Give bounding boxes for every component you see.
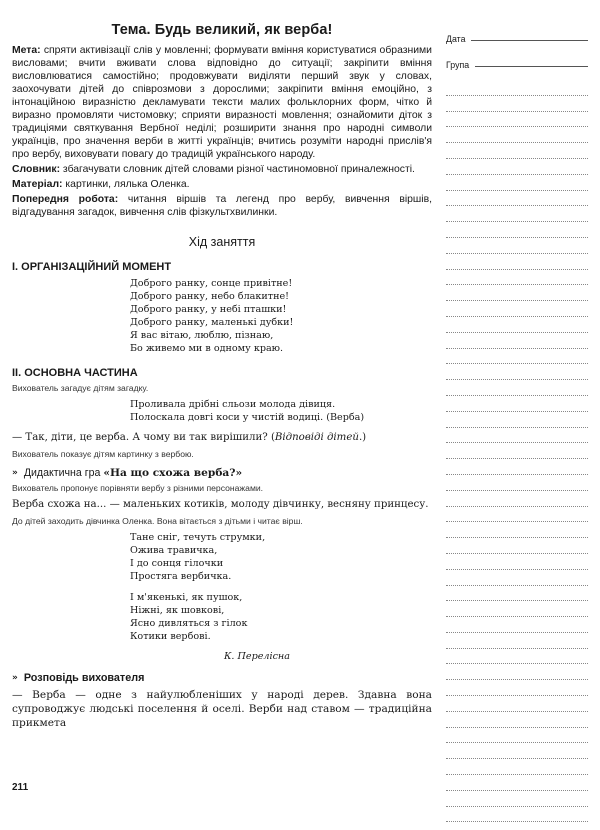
- note-line[interactable]: [446, 743, 588, 759]
- dialogue-line: [12, 431, 432, 444]
- poem-line: І м'якенькі, як пушок,: [130, 592, 243, 603]
- poem-author: К. Перелісна: [224, 651, 290, 662]
- vocabulary-text: збагачувати словник дітей словами різної частиномовної приналежності.: [60, 164, 415, 175]
- double-arrow-icon: »: [12, 468, 18, 478]
- goal-text: спряти активізації слів у мовленні; формувати вміння користуватися образними висловами; вчити вживати слова відповідно до ситуації; закріпити вміння висловлюватися самостійно; продовжувати виділяти перший звук у словах, заохочувати дітей до співрозмови з дорослими; закріпити вміння емоційно, з інтонаційною виразністю декламувати тексти малих фольклорних форм, чітко й виразно промовляти чистомовку; сприяти виразності мовлення; ознайомити діток з традиціями святкування Вербної неділі; розширити знання про народні символи українців, про значення верби в житті українців; вчитись розуміти народні прислів'я про вербу, виховувати повагу до традицій українського народу.: [12, 45, 432, 160]
- comparison-line: Верба схожа на... — маленьких котиків, молоду дівчинку, весняну принцесу.: [12, 499, 429, 510]
- note-line[interactable]: [446, 775, 588, 791]
- note-line[interactable]: [446, 301, 588, 317]
- note-line[interactable]: [446, 238, 588, 254]
- poem-line: Простяга вербичка.: [130, 571, 232, 582]
- group-line[interactable]: [475, 65, 588, 67]
- material-text: картинки, лялька Оленка.: [62, 179, 190, 190]
- note-line[interactable]: [446, 791, 588, 807]
- riddle-line: Полоскала довгі коси у чистій водиці. (Верба): [130, 412, 365, 423]
- note-line[interactable]: [446, 443, 588, 459]
- group-field[interactable]: [446, 50, 588, 70]
- teacher-note: До дітей заходить дівчинка Оленка. Вона вітається з дітьми і читає вірш.: [12, 516, 303, 526]
- teacher-note: Вихователь загадує дітям загадку.: [12, 383, 149, 393]
- lesson-title: Тема. Будь великий, як верба!: [111, 22, 333, 38]
- poem-line: Доброго ранку, маленькі дубки!: [130, 317, 294, 328]
- note-line[interactable]: [446, 554, 588, 570]
- note-line[interactable]: [446, 712, 588, 728]
- note-line[interactable]: [446, 80, 588, 96]
- goal-label: Мета:: [12, 45, 41, 56]
- note-line[interactable]: [446, 222, 588, 238]
- poem-line: І до сонця гілочки: [130, 558, 224, 569]
- note-line[interactable]: [446, 491, 588, 507]
- poem-line: Ожива травичка,: [130, 545, 218, 556]
- note-line[interactable]: [446, 538, 588, 554]
- note-line[interactable]: [446, 175, 588, 191]
- note-line[interactable]: [446, 633, 588, 649]
- notes-lines[interactable]: [446, 80, 588, 822]
- note-line[interactable]: [446, 112, 588, 128]
- date-line[interactable]: [471, 39, 588, 41]
- note-line[interactable]: [446, 270, 588, 286]
- spring-poem: [130, 531, 432, 643]
- children-answers: Відповіді дітей: [274, 432, 359, 443]
- note-line[interactable]: [446, 191, 588, 207]
- note-line[interactable]: [446, 570, 588, 586]
- date-field[interactable]: [446, 24, 588, 44]
- poem-line: Бо живемо ми в одному краю.: [130, 343, 284, 354]
- teacher-story-heading: [12, 672, 432, 684]
- material-label: Матеріал:: [12, 179, 63, 190]
- note-line[interactable]: [446, 696, 588, 712]
- game-label: Дидактична гра: [23, 467, 101, 479]
- note-line[interactable]: [446, 601, 588, 617]
- note-line[interactable]: [446, 333, 588, 349]
- story-heading-text: Розповідь вихователя: [23, 672, 145, 684]
- teacher-note: Вихователь показує дітям картинку з вербою.: [12, 449, 194, 459]
- note-line[interactable]: [446, 349, 588, 365]
- teacher-story-text: — Верба — одне з найулюбленіших у народі дерев. Здавна вона супроводжує людські поселення й оселі. Верби над ставом — традиційна прикмета: [12, 689, 432, 729]
- lesson-course-heading: Хід заняття: [188, 235, 256, 249]
- group-label: Група: [446, 60, 470, 70]
- riddle: [130, 398, 432, 424]
- note-line[interactable]: [446, 759, 588, 775]
- poem-line: Я вас вітаю, люблю, пізнаю,: [130, 330, 274, 341]
- note-line[interactable]: [446, 285, 588, 301]
- note-line[interactable]: [446, 206, 588, 222]
- note-line[interactable]: [446, 127, 588, 143]
- double-arrow-icon: »: [12, 673, 18, 683]
- note-line[interactable]: [446, 317, 588, 333]
- poem-line: Доброго ранку, у небі пташки!: [130, 304, 287, 315]
- note-line[interactable]: [446, 507, 588, 523]
- note-line[interactable]: [446, 364, 588, 380]
- greeting-poem: [130, 277, 432, 355]
- note-line[interactable]: [446, 649, 588, 665]
- preparation-label: Попередня робота:: [12, 194, 119, 205]
- material-paragraph: [12, 178, 432, 191]
- game-name: «На що схожа верба?»: [103, 467, 243, 479]
- date-label: Дата: [446, 34, 466, 44]
- didactic-game-heading: [12, 467, 432, 479]
- note-line[interactable]: [446, 807, 588, 823]
- note-line[interactable]: [446, 428, 588, 444]
- vocabulary-label: Словник:: [12, 164, 61, 175]
- note-line[interactable]: [446, 459, 588, 475]
- note-line[interactable]: [446, 412, 588, 428]
- vocabulary-paragraph: [12, 163, 432, 176]
- dialogue-text: — Так, діти, це верба. А чому ви так вирішили? (: [12, 432, 275, 443]
- note-line[interactable]: [446, 728, 588, 744]
- note-line[interactable]: [446, 396, 588, 412]
- poem-line: Тане сніг, течуть струмки,: [130, 532, 266, 543]
- riddle-line: Проливала дрібні сльози молода дівиця.: [130, 399, 336, 410]
- poem-line: Доброго ранку, небо блакитне!: [130, 291, 290, 302]
- lesson-intro: [12, 44, 432, 219]
- teacher-note: Вихователь пропонує порівняти вербу з різними персонажами.: [12, 483, 264, 493]
- notes-column: [446, 24, 588, 70]
- poem-line: Ніжні, як шовкові,: [130, 605, 225, 616]
- poem-line: Ясно дивляться з гілок: [130, 618, 248, 629]
- page-number: 211: [12, 782, 29, 793]
- note-line[interactable]: [446, 680, 588, 696]
- dialogue-end: .): [358, 432, 367, 443]
- note-line[interactable]: [446, 143, 588, 159]
- note-line[interactable]: [446, 664, 588, 680]
- stanza-gap: [130, 583, 432, 591]
- section-main: ІІ. ОСНОВНА ЧАСТИНА: [12, 367, 138, 379]
- note-line[interactable]: [446, 380, 588, 396]
- poem-line: Доброго ранку, сонце привітне!: [130, 278, 293, 289]
- note-line[interactable]: [446, 586, 588, 602]
- section-organizational: І. ОРГАНІЗАЦІЙНИЙ МОМЕНТ: [12, 261, 172, 273]
- note-line[interactable]: [446, 522, 588, 538]
- note-line[interactable]: [446, 96, 588, 112]
- note-line[interactable]: [446, 159, 588, 175]
- main-column: [12, 22, 432, 730]
- note-line[interactable]: [446, 254, 588, 270]
- preparation-text: читання віршів та легенд про вербу, вивчення віршів, відгадування загадок, вивчення слів фізкультхвилинки.: [12, 194, 432, 218]
- note-line[interactable]: [446, 617, 588, 633]
- poem-line: Котики вербові.: [130, 631, 211, 642]
- goal-paragraph: [12, 44, 432, 161]
- preparation-paragraph: [12, 193, 432, 219]
- note-line[interactable]: [446, 475, 588, 491]
